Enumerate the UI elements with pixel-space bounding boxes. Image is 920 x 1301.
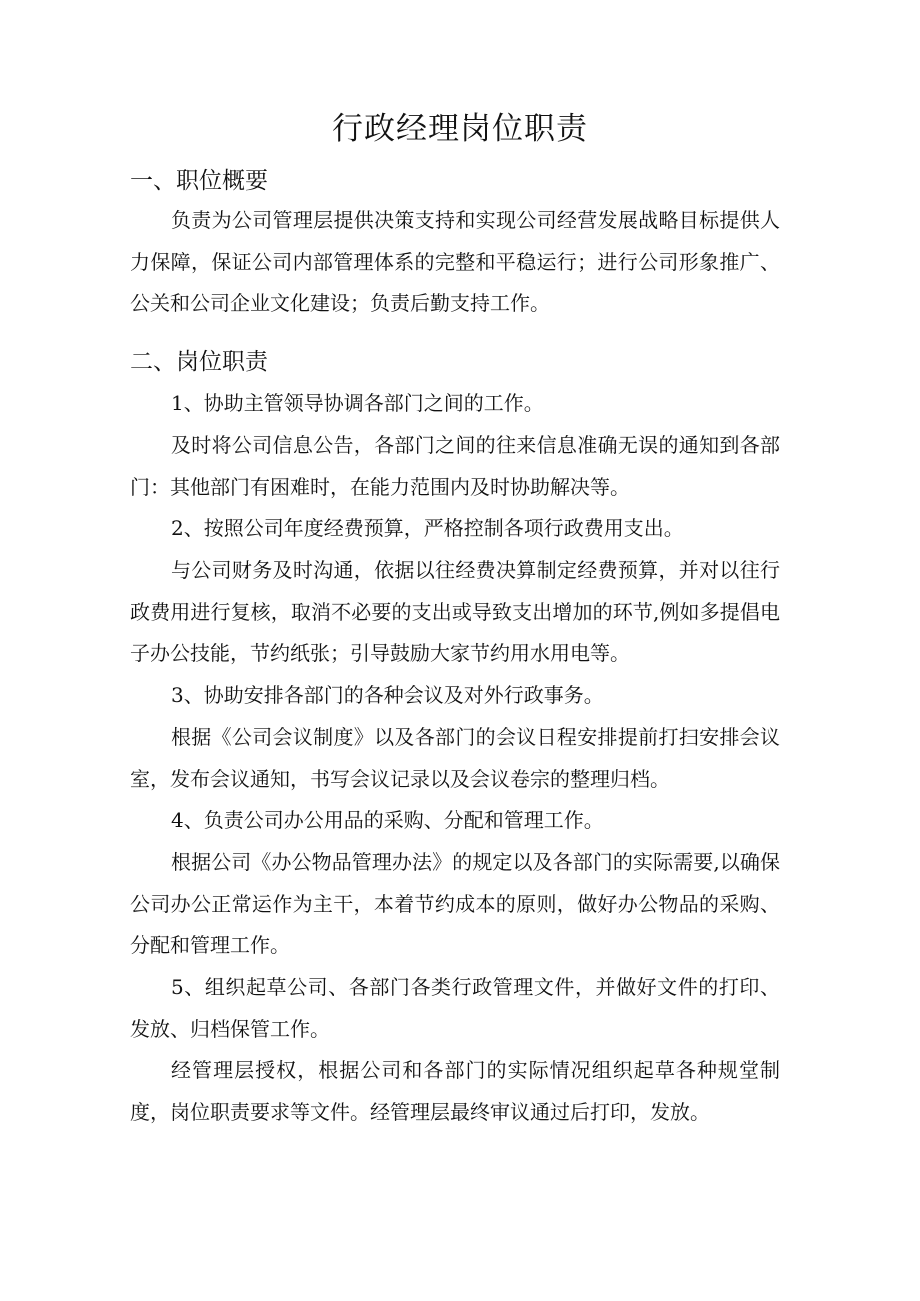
- duty-detail-3: 根据《公司会议制度》以及各部门的会议日程安排提前打扫安排会议室，发布会议通知，书写会议记录以及会议卷宗的整理归档。: [130, 725, 780, 791]
- duty-item-1: 1、协助主管领导协调各部门之间的工作。: [171, 391, 544, 415]
- section-heading-duties: 二、岗位职责: [130, 349, 268, 375]
- duty-item-5: 5、组织起草公司、各部门各类行政管理文件，并做好文件的打印、发放、归档保管工作。: [130, 975, 780, 1041]
- duty-detail-5: 经管理层授权，根据公司和各部门的实际情况组织起草各种规堂制度，岗位职责要求等文件。经管理层最终审议通过后打印，发放。: [130, 1058, 780, 1124]
- duty-detail-1: 及时将公司信息公告，各部门之间的往来信息准确无误的通知到各部门：其他部门有困难时，在能力范围内及时协助解决等。: [130, 433, 780, 499]
- duty-item-2: 2、按照公司年度经费预算，严格控制各项行政费用支出。: [171, 516, 684, 540]
- document-title: 行政经理岗位职责: [332, 111, 588, 147]
- summary-paragraph: 负责为公司管理层提供决策支持和实现公司经营发展战略目标提供人力保障，保证公司内部管理体系的完整和平稳运行；进行公司形象推广、公关和公司企业文化建设；负责后勤支持工作。: [130, 208, 780, 315]
- duty-detail-4: 根据公司《办公物品管理办法》的规定以及各部门的实际需要,以确保公司办公正常运作为主干，本着节约成本的原则，做好办公物品的采购、分配和管理工作。: [130, 850, 780, 957]
- section-heading-summary: 一、职位概要: [130, 168, 268, 194]
- duty-item-4: 4、负责公司办公用品的采购、分配和管理工作。: [171, 808, 604, 832]
- duty-detail-2: 与公司财务及时沟通，依据以往经费决算制定经费预算，并对以往行政费用进行复核，取消不必要的支出或导致支出增加的环节,例如多提倡电子办公技能，节约纸张；引导鼓励大家节约用水用电等。: [130, 558, 780, 665]
- duty-item-3: 3、协助安排各部门的各种会议及对外行政事务。: [171, 683, 604, 707]
